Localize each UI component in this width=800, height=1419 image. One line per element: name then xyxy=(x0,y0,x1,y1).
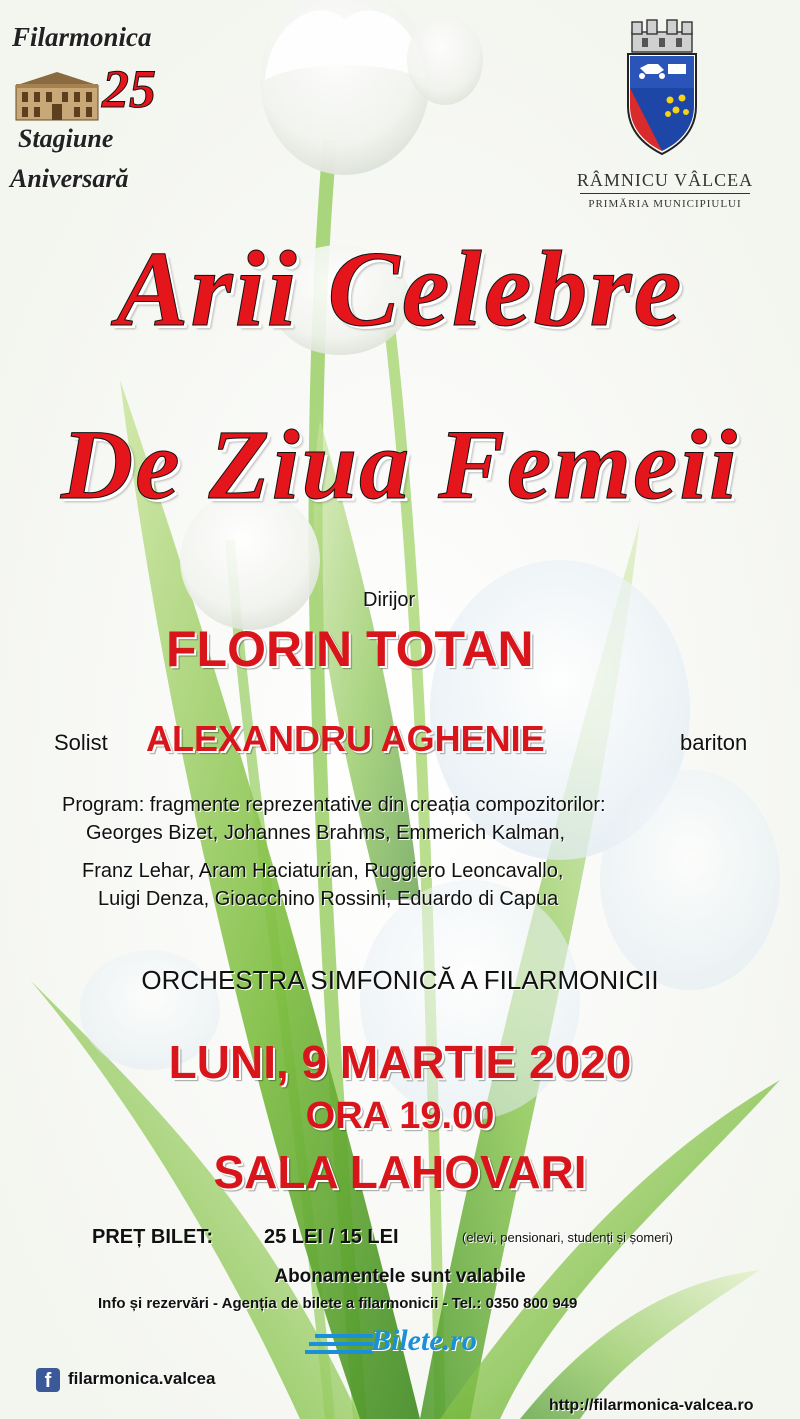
brand-word-aniversara: Aniversară xyxy=(10,164,129,193)
soloist-name: ALEXANDRU AGHENIE xyxy=(146,718,545,759)
event-date: LUNI, 9 MARTIE 2020 xyxy=(168,1036,632,1088)
facebook-handle[interactable]: filarmonica.valcea xyxy=(68,1369,216,1388)
subscriptions-note: Abonamentele sunt valabile xyxy=(274,1266,526,1287)
program-line-3: Franz Lehar, Aram Haciaturian, Ruggiero Leoncavallo, xyxy=(82,860,564,882)
website-link[interactable]: http://filarmonica-valcea.ro xyxy=(549,1397,754,1414)
program-line-1: Program: fragmente reprezentative din creația compozitorilor: xyxy=(62,794,606,816)
event-venue: SALA LAHOVARI xyxy=(213,1146,587,1198)
city-name: RÂMNICU VÂLCEA xyxy=(576,170,754,190)
orchestra-name: ORCHESTRA SIMFONICĂ A FILARMONICII xyxy=(141,965,659,995)
city-divider xyxy=(580,193,750,194)
program-line-4: Luigi Denza, Gioacchino Rossini, Eduardo di Capua xyxy=(98,888,559,910)
coat-of-arms-icon xyxy=(622,14,702,164)
conductor-label: Dirijor xyxy=(363,589,416,611)
booking-info: Info și rezervări - Agenția de bilete a filarmonicii - Tel.: 0350 800 949 xyxy=(98,1295,578,1312)
bilete-ro-logo[interactable] xyxy=(305,1324,505,1360)
event-time: ORA 19.00 xyxy=(305,1095,495,1137)
facebook-icon[interactable]: f xyxy=(36,1368,60,1392)
title-line-1: Arii Celebre xyxy=(116,230,684,349)
soloist-label: Solist xyxy=(54,730,108,755)
speed-lines-icon xyxy=(305,1332,373,1356)
city-subtitle: PRIMĂRIA MUNICIPIULUI xyxy=(588,198,742,210)
bilete-ro-text: Bilete.ro xyxy=(371,1324,477,1357)
title-line-2: De Ziua Femeii xyxy=(61,409,739,520)
ticket-price-label: PREȚ BILET: xyxy=(92,1226,214,1248)
conductor-name: FLORIN TOTAN xyxy=(166,621,534,677)
brand-word-stagiune: Stagiune xyxy=(18,124,114,153)
program-line-2: Georges Bizet, Johannes Brahms, Emmerich Kalman, xyxy=(86,822,566,844)
ticket-price: 25 LEI / 15 LEI xyxy=(264,1226,399,1248)
ticket-discount-note: (elevi, pensionari, studenți și șomeri) xyxy=(462,1230,673,1245)
brand-number-25: 25 xyxy=(102,59,156,119)
brand-word-filarmonica: Filarmonica xyxy=(12,22,152,52)
soloist-voice: bariton xyxy=(680,730,748,755)
concert-hall-icon xyxy=(12,68,102,122)
